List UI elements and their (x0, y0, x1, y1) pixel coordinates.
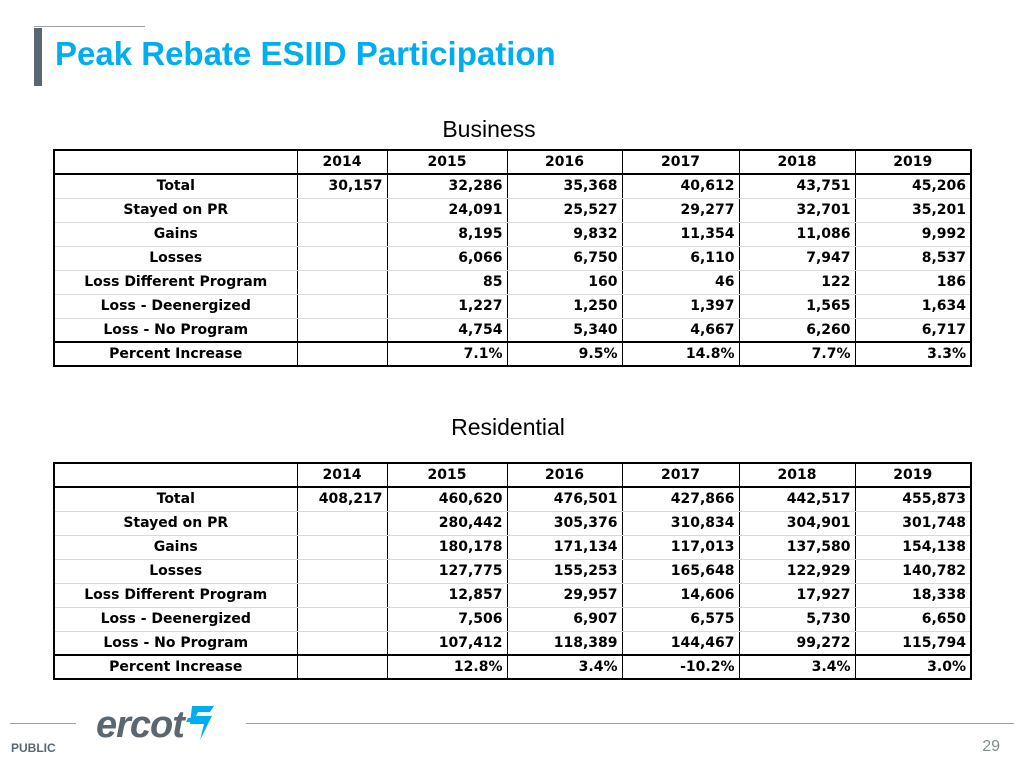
value-cell: 4,754 (387, 318, 507, 342)
title-accent-bar (34, 28, 42, 86)
value-cell (297, 607, 387, 631)
table-row (54, 487, 971, 511)
residential-section-label (0, 414, 1024, 441)
value-cell: 24,091 (387, 198, 507, 222)
table-row (54, 270, 971, 294)
value-cell: 280,442 (387, 511, 507, 535)
percent-cell: 9.5% (507, 342, 622, 366)
value-cell: 122,929 (739, 559, 855, 583)
value-cell: 6,066 (387, 246, 507, 270)
year-header: 2018 (739, 150, 855, 174)
table-row (54, 631, 971, 655)
value-cell: 1,397 (622, 294, 739, 318)
year-header: 2019 (855, 150, 971, 174)
percent-cell: 12.8% (387, 655, 507, 679)
year-header: 2016 (507, 463, 622, 487)
value-cell: 1,250 (507, 294, 622, 318)
value-cell: 160 (507, 270, 622, 294)
value-cell: 154,138 (855, 535, 971, 559)
year-header: 2015 (387, 463, 507, 487)
table-row (54, 246, 971, 270)
value-cell: 117,013 (622, 535, 739, 559)
value-cell: 6,907 (507, 607, 622, 631)
percent-cell: 3.3% (855, 342, 971, 366)
ercot-logo (96, 700, 220, 750)
table-row (54, 198, 971, 222)
value-cell: 46 (622, 270, 739, 294)
header-row (54, 150, 971, 174)
value-cell (297, 559, 387, 583)
value-cell: 43,751 (739, 174, 855, 198)
value-cell (297, 583, 387, 607)
year-header: 2014 (297, 150, 387, 174)
business-section-label (0, 116, 1024, 143)
row-label: Loss - Deenergized (54, 607, 297, 631)
value-cell: 6,110 (622, 246, 739, 270)
value-cell: 25,527 (507, 198, 622, 222)
value-cell: 304,901 (739, 511, 855, 535)
value-cell (297, 246, 387, 270)
percent-cell: 3.4% (507, 655, 622, 679)
table-row (54, 511, 971, 535)
table-row (54, 607, 971, 631)
value-cell: 155,253 (507, 559, 622, 583)
value-cell: 32,286 (387, 174, 507, 198)
row-label: Losses (54, 246, 297, 270)
percent-increase-row (54, 342, 971, 366)
percent-cell (297, 655, 387, 679)
table-row (54, 294, 971, 318)
value-cell (297, 535, 387, 559)
value-cell: 301,748 (855, 511, 971, 535)
year-header: 2014 (297, 463, 387, 487)
value-cell: 11,086 (739, 222, 855, 246)
value-cell: 8,537 (855, 246, 971, 270)
percent-cell: 7.1% (387, 342, 507, 366)
value-cell: 408,217 (297, 487, 387, 511)
value-cell: 305,376 (507, 511, 622, 535)
value-cell: 6,717 (855, 318, 971, 342)
footer-rule-left (10, 723, 76, 724)
value-cell: 6,260 (739, 318, 855, 342)
percent-increase-row (54, 655, 971, 679)
ercot-bolt-icon (186, 702, 220, 749)
value-cell (297, 511, 387, 535)
table-row (54, 222, 971, 246)
value-cell: 6,750 (507, 246, 622, 270)
value-cell: 310,834 (622, 511, 739, 535)
value-cell: 14,606 (622, 583, 739, 607)
value-cell: 7,506 (387, 607, 507, 631)
year-header: 2016 (507, 150, 622, 174)
value-cell: 29,277 (622, 198, 739, 222)
year-header: 2015 (387, 150, 507, 174)
value-cell: 1,634 (855, 294, 971, 318)
value-cell: 455,873 (855, 487, 971, 511)
value-cell (297, 270, 387, 294)
value-cell: 171,134 (507, 535, 622, 559)
business-label-text: Business (442, 116, 536, 142)
row-label: Percent Increase (54, 655, 297, 679)
value-cell: 12,857 (387, 583, 507, 607)
classification-label: PUBLIC (11, 741, 56, 755)
value-cell: 476,501 (507, 487, 622, 511)
value-cell: 30,157 (297, 174, 387, 198)
year-header: 2018 (739, 463, 855, 487)
row-label: Loss Different Program (54, 270, 297, 294)
value-cell: 4,667 (622, 318, 739, 342)
year-header: 2017 (622, 463, 739, 487)
value-cell: 32,701 (739, 198, 855, 222)
page-title: Peak Rebate ESIID Participation (55, 35, 556, 72)
table-row (54, 559, 971, 583)
logo-text: ercot (96, 703, 184, 746)
percent-cell: -10.2% (622, 655, 739, 679)
value-cell: 1,565 (739, 294, 855, 318)
table-row (54, 318, 971, 342)
residential-label-text: Residential (451, 414, 565, 440)
value-cell: 11,354 (622, 222, 739, 246)
value-cell: 18,338 (855, 583, 971, 607)
row-label: Total (54, 174, 297, 198)
percent-cell (297, 342, 387, 366)
value-cell: 99,272 (739, 631, 855, 655)
percent-cell: 3.4% (739, 655, 855, 679)
page-number: 29 (982, 738, 1000, 755)
row-label: Stayed on PR (54, 198, 297, 222)
value-cell (297, 198, 387, 222)
value-cell: 186 (855, 270, 971, 294)
value-cell: 9,992 (855, 222, 971, 246)
row-label: Gains (54, 535, 297, 559)
row-label: Loss - No Program (54, 318, 297, 342)
table-row (54, 583, 971, 607)
value-cell (297, 318, 387, 342)
value-cell: 17,927 (739, 583, 855, 607)
percent-cell: 14.8% (622, 342, 739, 366)
value-cell: 40,612 (622, 174, 739, 198)
row-label: Loss - Deenergized (54, 294, 297, 318)
value-cell: 115,794 (855, 631, 971, 655)
value-cell: 45,206 (855, 174, 971, 198)
year-header: 2017 (622, 150, 739, 174)
row-label: Losses (54, 559, 297, 583)
value-cell: 85 (387, 270, 507, 294)
value-cell: 5,730 (739, 607, 855, 631)
value-cell: 165,648 (622, 559, 739, 583)
value-cell: 427,866 (622, 487, 739, 511)
value-cell: 442,517 (739, 487, 855, 511)
value-cell: 107,412 (387, 631, 507, 655)
value-cell: 122 (739, 270, 855, 294)
value-cell (297, 222, 387, 246)
percent-cell: 7.7% (739, 342, 855, 366)
row-label: Loss Different Program (54, 583, 297, 607)
footer-rule-right (246, 723, 1014, 724)
value-cell: 5,340 (507, 318, 622, 342)
value-cell: 1,227 (387, 294, 507, 318)
table-row (54, 535, 971, 559)
value-cell: 35,368 (507, 174, 622, 198)
table-row (54, 174, 971, 198)
value-cell: 137,580 (739, 535, 855, 559)
row-label: Percent Increase (54, 342, 297, 366)
row-label: Gains (54, 222, 297, 246)
value-cell: 127,775 (387, 559, 507, 583)
value-cell: 144,467 (622, 631, 739, 655)
header-blank-cell (54, 463, 297, 487)
value-cell: 9,832 (507, 222, 622, 246)
year-header: 2019 (855, 463, 971, 487)
top-rule (34, 26, 145, 27)
value-cell: 180,178 (387, 535, 507, 559)
value-cell: 29,957 (507, 583, 622, 607)
value-cell (297, 294, 387, 318)
business-table (53, 149, 972, 367)
row-label: Total (54, 487, 297, 511)
value-cell: 35,201 (855, 198, 971, 222)
value-cell: 6,575 (622, 607, 739, 631)
value-cell: 6,650 (855, 607, 971, 631)
value-cell: 140,782 (855, 559, 971, 583)
header-blank-cell (54, 150, 297, 174)
residential-table (53, 462, 972, 680)
value-cell (297, 631, 387, 655)
value-cell: 460,620 (387, 487, 507, 511)
row-label: Stayed on PR (54, 511, 297, 535)
value-cell: 8,195 (387, 222, 507, 246)
row-label: Loss - No Program (54, 631, 297, 655)
value-cell: 7,947 (739, 246, 855, 270)
value-cell: 118,389 (507, 631, 622, 655)
header-row (54, 463, 971, 487)
percent-cell: 3.0% (855, 655, 971, 679)
